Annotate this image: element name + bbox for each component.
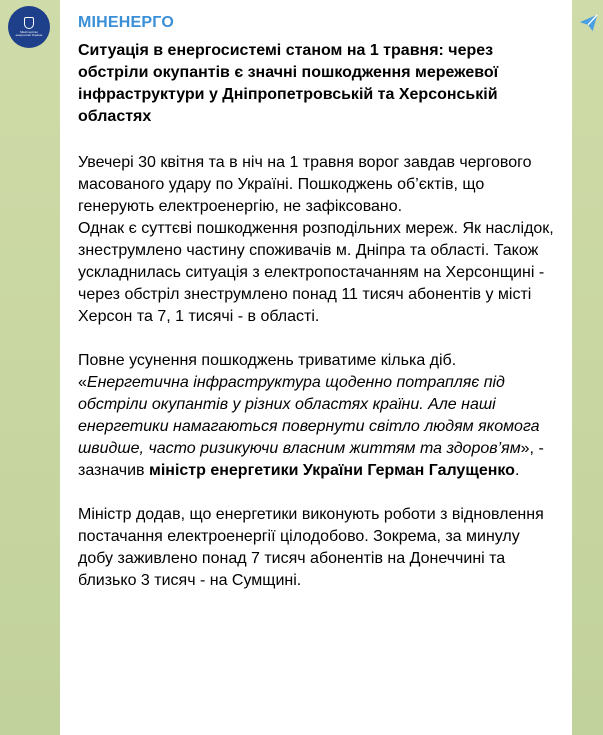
paragraph-1-text: Увечері 30 квітня та в ніч на 1 травня ворог завдав чергового масованого удару по Україні. Пошкоджень об’єктів, що генерують електроенергію, не зафіксовано. (78, 154, 536, 215)
paragraph-2-text: Однак є суттєві пошкодження розподільних мереж. Як наслідок, знеструмлено частину споживачів м. Дніпра та області. Також ускладнилась ситуація з електропостачанням на Херсонщині - через обстріл знеструмлено понад 11 тисяч абонентів у місті Херсон та 7, 1 тисячі - в області. (78, 220, 559, 325)
paragraph-3-mid: », - зазначив (78, 440, 549, 479)
avatar-label: Міністерство енергетики України (15, 30, 43, 37)
channel-name[interactable]: МІНЕНЕРГО (78, 14, 175, 31)
paragraph-1 (78, 152, 559, 328)
paragraph-3-end: . (514, 462, 520, 479)
message-bubble (60, 0, 572, 735)
minister-quote: Енергетична інфраструктура щоденно потрапляє під обстріли окупантів у різних областях країни. Але наші енергетики намагаються повернути світло людям якомога швидше, часто ризикуючи власним життям та здоров’ям (78, 374, 545, 457)
paragraph-4 (78, 504, 554, 592)
share-button[interactable] (578, 12, 600, 34)
ministry-emblem-icon (24, 17, 34, 29)
paragraph-3 (78, 350, 554, 482)
paragraph-3-start: Повне усунення пошкоджень триватиме кілька діб. « (78, 352, 461, 391)
minister-name: міністр енергетики України Герман Галущенко (149, 462, 515, 479)
post-title: Ситуація в енергосистемі станом на 1 травня: через обстріли окупантів є значні пошкодження мережевої інфраструктури у Дніпропетровській та Херсонській областях (78, 42, 499, 125)
channel-avatar[interactable] (8, 6, 50, 48)
paragraph-4-text: Міністр додав, що енергетики виконують роботи з відновлення постачання електроенергії цілодобово. Зокрема, за минулу добу заживлено понад 7 тисяч абонентів на Донеччині та близько 3 тисяч - на Сумщині. (78, 506, 549, 589)
share-arrow-icon (578, 12, 600, 34)
